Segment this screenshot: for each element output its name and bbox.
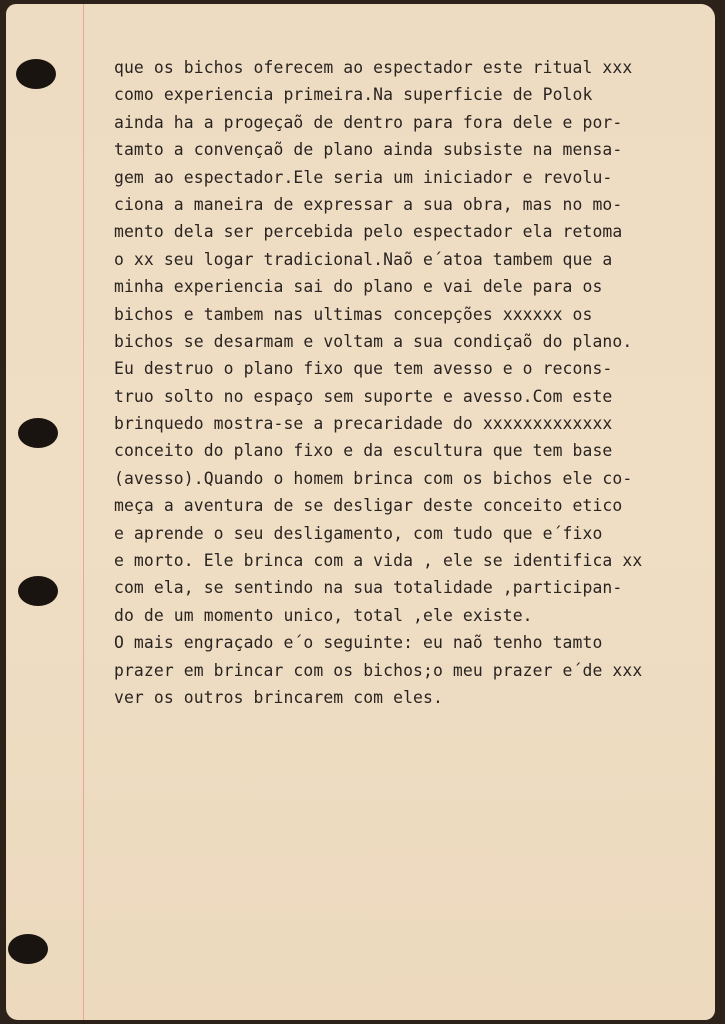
text-line: conceito do plano fixo e da escultura que tem base	[114, 441, 613, 461]
text-line: prazer em brincar com os bichos;o meu prazer e´de xxx	[114, 660, 643, 680]
binder-hole-lower-middle	[18, 576, 58, 606]
text-line: minha experiencia sai do plano e vai dele para os	[114, 277, 603, 297]
text-line: O mais engraçado e´o seguinte: eu naõ tenho tamto	[114, 633, 603, 653]
text-line: que os bichos oferecem ao espectador este ritual xxx	[114, 58, 633, 77]
typed-text-body	[114, 54, 714, 711]
text-line: bichos se desarmam e voltam a sua condiçaõ do plano.	[114, 331, 633, 351]
text-line: do de um momento unico, total ,ele existe.	[114, 605, 533, 625]
text-line: bichos e tambem nas ultimas concepções xxxxxx os	[114, 304, 593, 324]
binder-hole-upper-middle	[18, 418, 58, 448]
text-line: e aprende o seu desligamento, com tudo que e´fixo	[114, 523, 603, 543]
text-line: ciona a maneira de expressar a sua obra, mas no mo-	[114, 194, 623, 214]
text-line: brinquedo mostra-se a precaridade do xxxxxxxxxxxxx	[114, 414, 613, 434]
text-line: ver os outros brincarem com eles.	[114, 687, 443, 707]
margin-rule	[83, 4, 84, 1020]
binder-hole-bottom	[8, 934, 48, 964]
text-line: tamto a convençaõ de plano ainda subsiste na mensa-	[114, 140, 623, 160]
text-line: como experiencia primeira.Na superficie de Polok	[114, 85, 593, 105]
text-line: com ela, se sentindo na sua totalidade ,participan-	[114, 578, 623, 598]
text-line: (avesso).Quando o homem brinca com os bichos ele co-	[114, 468, 633, 488]
text-line: o xx seu logar tradicional.Naõ e´atoa tambem que a	[114, 249, 613, 269]
text-line: meça a aventura de se desligar deste conceito etico	[114, 496, 623, 516]
text-line: Eu destruo o plano fixo que tem avesso e o recons-	[114, 359, 613, 379]
text-line: e morto. Ele brinca com a vida , ele se identifica xx	[114, 551, 643, 571]
typewritten-page	[6, 4, 715, 1020]
text-line: mento dela ser percebida pelo espectador ela retoma	[114, 222, 623, 242]
text-line: ainda ha a progeçaõ de dentro para fora dele e por-	[114, 112, 623, 132]
binder-hole-top	[16, 59, 56, 89]
text-line: truo solto no espaço sem suporte e avesso.Com este	[114, 386, 613, 406]
text-line: gem ao espectador.Ele seria um iniciador e revolu-	[114, 167, 613, 187]
